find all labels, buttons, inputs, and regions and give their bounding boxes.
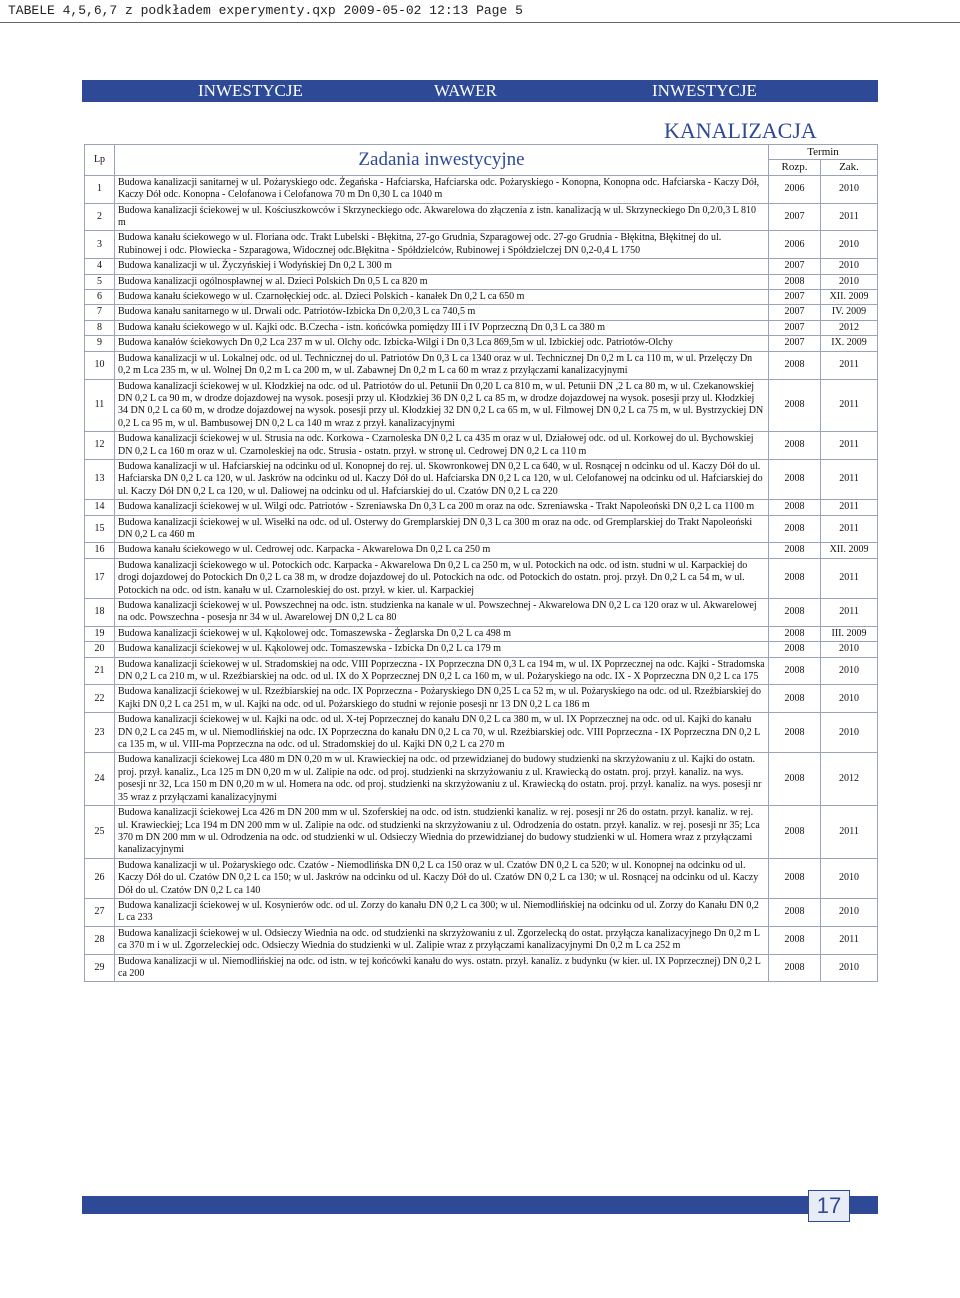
row-start-year: 2008 [769, 274, 821, 289]
table-row [85, 543, 878, 558]
row-lp: 20 [85, 642, 115, 657]
row-end-year: 2010 [821, 657, 878, 685]
row-start-year: 2008 [769, 753, 821, 806]
row-end-year: 2010 [821, 954, 878, 982]
row-end-year: 2011 [821, 432, 878, 460]
table-row [85, 459, 878, 499]
row-end-year: 2011 [821, 599, 878, 627]
row-description: Budowa kanału ściekowego w ul. Kajki odc. B.Czecha - istn. końcówka pomiędzy III i IV Poprzeczną Dn 0,3 L ca 380 m [115, 320, 769, 335]
row-end-year: 2010 [821, 642, 878, 657]
row-description: Budowa kanałów ściekowych Dn 0,2 Lca 237 m w ul. Olchy odc. Izbicka-Wilgi i Dn 0,3 Lca 869,5m w ul. Izbickiej odc. Patriotów-Olchy [115, 336, 769, 351]
row-start-year: 2007 [769, 259, 821, 274]
row-description: Budowa kanalizacji ściekowej Lca 480 m DN 0,20 m w ul. Krawieckiej na odc. od przewidzianej do budowy studzienki na skrzyżowaniu z ul. Kajki do ostatn. proj. przył. kanaliz., Lca 125 m DN 0,20 m w ul. Zalipie na odc. od proj. studzienki na skrzyżowaniu z ul. Krawiecką do ostatn. proj. przył. kanaliz. na wys. posesji nr 32, Lca 150 m DN 0,20 m w ul. Homera na odc. od proj. studzienki na skrzyżowaniu z ul. Krawiecką do ostatn. proj. przył. kanaliz. na wys. posesji nr 35 wraz z przyłączami kanalizacyjnymi [115, 753, 769, 806]
row-description: Budowa kanalizacji sanitarnej w ul. Pożaryskiego odc. Żegańska - Hafciarska, Hafciarska odc. Pożaryskiego - Konopna, Konopna odc. Hafciarska - Kaczy Dół, Kaczy Dół odc. Konopna - Celofanowa i Celofanowa 70 m Dn 0,30 L ca 1040 m [115, 175, 769, 203]
row-end-year: 2011 [821, 203, 878, 231]
row-description: Budowa kanału ściekowego w ul. Floriana odc. Trakt Lubelski - Błękitna, 27-go Grudnia, Szparagowej odc. 27-go Grudnia - Błękitna, Błękitnej do ul. Rubinowej i odc. Płowiecka - Szparagowa, Widocznej odc.Błękitna - Spółdzielców, Rubinowej i Spółdzielczej DN 0,2-0,4 L 1750 [115, 231, 769, 259]
row-description: Budowa kanalizacji ogólnospławnej w al. Dzieci Polskich Dn 0,5 L ca 820 m [115, 274, 769, 289]
table-row [85, 558, 878, 598]
row-start-year: 2008 [769, 558, 821, 598]
row-start-year: 2008 [769, 626, 821, 641]
row-end-year: 2011 [821, 459, 878, 499]
rozp-header: Rozp. [769, 160, 821, 175]
lp-header: Lp [85, 145, 115, 176]
row-end-year: 2010 [821, 713, 878, 753]
row-description: Budowa kanalizacji ściekowej w ul. Stradomskiej na odc. VIII Poprzeczna - IX Poprzeczna DN 0,3 L ca 194 m, w ul. IX Poprzecznej na odc. Kajki - Stradomska DN 0,2 L ca 210 m, w ul. Rzeźbiarskiej na odc. od ul. IX do X Poprzecznej DN 0,2 L ca 160 m, w ul. Pożaryskiego na odc. IX - X Poprzeczna DN 0,2 L ca 175 [115, 657, 769, 685]
row-description: Budowa kanalizacji ściekowej w ul. Kąkolowej odc. Tomaszewska - Żeglarska Dn 0,2 L ca 498 m [115, 626, 769, 641]
file-header [0, 0, 960, 22]
row-description: Budowa kanalizacji ściekowego w ul. Potockich odc. Karpacka - Akwarelowa Dn 0,2 L ca 250 m, w ul. Potockich na odc. od istn. studni w ul. Karpackiej do drogi dojazdowej do Potockich Dn 0,2 L ca 38 m, w drodze dojazdowej do ul. Potockich na odc. od Potockich do ostatn. proj. przył. Dn 0,2 L ca 54 m, w ul. Potockich na odc. od istn. kanału w ul. Czarnoleskiej do ost. przył. w kier. ul. Karpackiej [115, 558, 769, 598]
row-start-year: 2008 [769, 926, 821, 954]
row-description: Budowa kanalizacji ściekowej w ul. Rzeźbiarskiej na odc. IX Poprzeczna - Pożaryskiego DN 0,25 L ca 52 m, w ul. Pożaryskiego na odc. od ul. Rzeźbiarskiej do Kajki DN 0,2 L ca 251 m, w ul. Kajki na odc. od ul. Pożarskiego do studni w rejonie posesji nr 13 DN 0,2 L ca 186 m [115, 685, 769, 713]
zak-header: Zak. [821, 160, 878, 175]
row-end-year: IX. 2009 [821, 336, 878, 351]
row-lp: 14 [85, 500, 115, 515]
table-row [85, 379, 878, 432]
table-row [85, 500, 878, 515]
row-start-year: 2008 [769, 351, 821, 379]
row-lp: 4 [85, 259, 115, 274]
row-start-year: 2006 [769, 175, 821, 203]
table-row [85, 858, 878, 898]
row-lp: 28 [85, 926, 115, 954]
row-lp: 9 [85, 336, 115, 351]
row-description: Budowa kanalizacji w ul. Życzyńskiej i Wodyńskiej Dn 0,2 L 300 m [115, 259, 769, 274]
tasks-header: Zadania inwestycyjne [115, 145, 769, 176]
table-row [85, 259, 878, 274]
row-start-year: 2007 [769, 290, 821, 305]
row-lp: 11 [85, 379, 115, 432]
row-end-year: 2010 [821, 858, 878, 898]
row-description: Budowa kanalizacji ściekowej w ul. Kosynierów odc. od ul. Zorzy do kanału DN 0,2 L ca 300; w ul. Niemodlińskiej na odcinku od ul. Zorzy do Kanału DN 0,2 L ca 233 [115, 898, 769, 926]
row-lp: 12 [85, 432, 115, 460]
row-lp: 5 [85, 274, 115, 289]
row-start-year: 2007 [769, 305, 821, 320]
row-description: Budowa kanalizacji w ul. Lokalnej odc. od ul. Technicznej do ul. Patriotów Dn 0,3 L ca 1340 oraz w ul. Technicznej Dn 0,2 m L ca 110 m, w ul. Przelęczy Dn 0,2 m Lca 235 m, w ul. Wolnej Dn 0,2 m L ca 200 m, w ul. Zabawnej Dn 0,2 m L ca 60 m wraz z przyłączami kanalizacyjnymi [115, 351, 769, 379]
table-row [85, 685, 878, 713]
row-end-year: 2010 [821, 175, 878, 203]
row-description: Budowa kanalizacji ściekowej w ul. Wisełki na odc. od ul. Osterwy do Gremplarskiej DN 0,3 L ca 300 m oraz na odc. od Gremplarskiej do Trakt Napoleoński DN 0,2 L ca 460 m [115, 515, 769, 543]
table-row [85, 515, 878, 543]
row-lp: 13 [85, 459, 115, 499]
row-lp: 23 [85, 713, 115, 753]
row-end-year: XII. 2009 [821, 290, 878, 305]
table-row [85, 926, 878, 954]
table-row [85, 231, 878, 259]
row-end-year: 2011 [821, 515, 878, 543]
row-start-year: 2008 [769, 954, 821, 982]
row-lp: 16 [85, 543, 115, 558]
investment-table [84, 144, 878, 982]
row-description: Budowa kanalizacji ściekowej w ul. Strusia na odc. Korkowa - Czarnoleska DN 0,2 L ca 435 m oraz w ul. Działowej odc. od ul. Korkowej do ul. Bychowskiej DN 0,2 L ca 160 m oraz w ul. Czarnoleskiej na odc. Strusia - ostatn. przył. w stronę ul. Cedrowej DN 0,2 L ca 110 m [115, 432, 769, 460]
row-end-year: 2011 [821, 558, 878, 598]
row-description: Budowa kanalizacji w ul. Niemodlińskiej na odc. od istn. w tej końcówki kanału do wys. ostatn. przył. kanaliz. z budynku (w kier. ul. IX Poprzecznej) DN 0,2 L ca 200 [115, 954, 769, 982]
row-start-year: 2008 [769, 713, 821, 753]
row-start-year: 2008 [769, 685, 821, 713]
table-row [85, 954, 878, 982]
row-lp: 2 [85, 203, 115, 231]
row-start-year: 2007 [769, 336, 821, 351]
row-lp: 18 [85, 599, 115, 627]
row-lp: 8 [85, 320, 115, 335]
row-end-year: 2010 [821, 274, 878, 289]
table-body [85, 175, 878, 982]
row-start-year: 2008 [769, 432, 821, 460]
row-description: Budowa kanału ściekowego w ul. Cedrowej odc. Karpacka - Akwarelowa Dn 0,2 L ca 250 m [115, 543, 769, 558]
row-description: Budowa kanalizacji ściekowej w ul. Odsieczy Wiednia na odc. od studzienki na skrzyżowaniu z ul. Zgorzelecką do ostat. przyłącza kanalizacyjnego Dn 0,2 m L ca 370 m i w ul. Zgorzeleckiej odc. Odsieczy Wiednia do studzienki w ul. Zalipie wraz z przyłączami kanalizacyjnymi Dn 0,2 m L ca 252 m [115, 926, 769, 954]
row-lp: 10 [85, 351, 115, 379]
row-lp: 7 [85, 305, 115, 320]
row-description: Budowa kanału sanitarnego w ul. Drwali odc. Patriotów-Izbicka Dn 0,2/0,3 L ca 740,5 m [115, 305, 769, 320]
page-number: 17 [808, 1190, 850, 1222]
table-row [85, 432, 878, 460]
row-start-year: 2008 [769, 642, 821, 657]
row-end-year: 2011 [821, 806, 878, 859]
table-row [85, 320, 878, 335]
row-description: Budowa kanału ściekowego w ul. Czarnołęckiej odc. al. Dzieci Polskich - kanałek Dn 0,2 L ca 650 m [115, 290, 769, 305]
row-description: Budowa kanalizacji ściekowej w ul. Kościuszkowców i Skrzyneckiego odc. Akwarelowa do złączenia z istn. kanalizacją w ul. Skrzyneckiego Dn 0,2/0,3 L 810 m [115, 203, 769, 231]
termin-header: Termin [769, 145, 878, 160]
row-description: Budowa kanalizacji w ul. Hafciarskiej na odcinku od ul. Konopnej do rej. ul. Skowronkowej DN 0,2 L ca 640, w ul. Rosnącej n odcinku od ul. Kaczy Dół do ul. Hafciarska DN 0,2 L ca 120, w ul. Jaskrów na odcinku od ul. Kaczy Dół do ul. Hafciarska DN 0,2 L ca 120, w ul. Celofanowej na odcinku od ul. Hafciarskiej do ul. Kaczy Dół DN 0,2 L ca 120, w ul. Daliowej na odcinku od ul. Hafciarskiej do ul. Czatów DN 0,2 L ca 220 [115, 459, 769, 499]
banner-bar [82, 80, 878, 102]
row-end-year: XII. 2009 [821, 543, 878, 558]
table-row [85, 599, 878, 627]
row-start-year: 2008 [769, 858, 821, 898]
row-description: Budowa kanalizacji w ul. Pożaryskiego odc. Czatów - Niemodlińska DN 0,2 L ca 150 oraz w ul. Czatów DN 0,2 L ca 520; w ul. Konopnej na odcinku od ul. Kaczy Dół do ul. Czatów DN 0,2 L ca 150; w ul. Jaskrów na odcinku od ul. Kaczy Dół do ul. Czatów DN 0,2 L ca 130; w ul. Rosnącej na odcinku od ul. Kaczy Dół do ul. Czatów DN 0,2 L ca 140 [115, 858, 769, 898]
row-description: Budowa kanalizacji ściekowej Lca 426 m DN 200 mm w ul. Szoferskiej na odc. od istn. studzienki kanaliz. w rej. posesji nr 26 do ostatn. przył. kanaliz. w rej. ul. Krawieckiej; Lca 194 m DN 200 mm w ul. Zalipie na odc. od studzienki na skrzyżowaniu z ul. Odrodzenia do ostatn. przył. kanaliz. w rej. posesji nr 35; Lca 370 m DN 200 mm w ul. Odrodzenia na odc. od studzienki w ul. Odsieczy Wiednia do przewidzianej do budowy studzienki w ul. Homera wraz z przyłączami kanalizacyjnymi [115, 806, 769, 859]
row-description: Budowa kanalizacji ściekowej w ul. Kąkolowej odc. Tomaszewska - Izbicka Dn 0,2 L ca 179 m [115, 642, 769, 657]
row-lp: 15 [85, 515, 115, 543]
table-row [85, 753, 878, 806]
row-lp: 24 [85, 753, 115, 806]
row-start-year: 2007 [769, 320, 821, 335]
row-start-year: 2008 [769, 459, 821, 499]
table-row [85, 806, 878, 859]
row-end-year: 2010 [821, 231, 878, 259]
row-lp: 6 [85, 290, 115, 305]
row-start-year: 2008 [769, 379, 821, 432]
table-header-row [85, 145, 878, 160]
row-end-year: 2012 [821, 320, 878, 335]
table-row [85, 626, 878, 641]
table-row [85, 290, 878, 305]
row-description: Budowa kanalizacji ściekowej w ul. Kajki na odc. od ul. X-tej Poprzecznej do kanału DN 0,2 L ca 380 m, w ul. IX Poprzecznej na odc. od ul. Kajki do kanału DN 0,2 L ca 245 m, w ul. Niemodlińskiej na odc. IX Poprzeczna do kanału DN 0,2 L ca 70, w ul. Rzeźbiarskiej odc. VIII Poprzeczna - IX Poprzeczna DN 0,2 L ca 135 m, w ul. VIII-ma Poprzeczna na odc. od ul. Stradomskiej do ul. Kajki DN 0,2 L ca 270 m [115, 713, 769, 753]
row-start-year: 2008 [769, 543, 821, 558]
table-row [85, 657, 878, 685]
footer-bar [82, 1196, 878, 1214]
row-end-year: 2010 [821, 259, 878, 274]
row-start-year: 2007 [769, 203, 821, 231]
row-end-year: 2012 [821, 753, 878, 806]
row-description: Budowa kanalizacji ściekowej w ul. Kłodzkiej na odc. od ul. Patriotów do ul. Petunii Dn 0,20 L ca 810 m, w ul. Petunii DN ,2 L ca 80 m, w ul. Czekanowskiej DN 0,2 L ca 90 m, w drodze dojazdowej na wysok. posesji przy ul. Kłodzkiej 36 DN 0,2 L ca 85 m, w drodze dojazdowej na wysok. posesji przy ul. Kłodzkiej 34 DN 0,2 L ca 60 m, w drodze dojazdowej na wysok. posesji przy ul. Kłodzkiej 32 DN 0,2 L ca 65 m, w ul. Filmowej DN 0,2 L ca 75 m, w ul. Bystrzyckiej DN 0,2 L ca 95 m, w ul. Bambusowej DN 0,2 L ca 140 m wraz z przył. kanalizacyjnymi [115, 379, 769, 432]
row-start-year: 2008 [769, 657, 821, 685]
table-row [85, 642, 878, 657]
table-row [85, 175, 878, 203]
row-end-year: IV. 2009 [821, 305, 878, 320]
row-end-year: 2011 [821, 500, 878, 515]
table-row [85, 898, 878, 926]
table-row [85, 336, 878, 351]
row-lp: 19 [85, 626, 115, 641]
row-end-year: 2011 [821, 351, 878, 379]
row-start-year: 2008 [769, 806, 821, 859]
row-lp: 29 [85, 954, 115, 982]
row-lp: 25 [85, 806, 115, 859]
row-start-year: 2008 [769, 599, 821, 627]
row-description: Budowa kanalizacji ściekowej w ul. Wilgi odc. Patriotów - Szreniawska Dn 0,3 L ca 200 m oraz na odc. Szreniawska - Trakt Napoleoński DN 0,2 L ca 1100 m [115, 500, 769, 515]
row-description: Budowa kanalizacji ściekowej w ul. Powszechnej na odc. istn. studzienka na kanale w ul. Powszechnej - Akwarelowa DN 0,2 L ca 120 oraz w ul. Akwarelowej na odc. Powszechna - posesja nr 34 w ul. Awarelowej DN 0,2 L ca 80 [115, 599, 769, 627]
row-end-year: III. 2009 [821, 626, 878, 641]
row-lp: 26 [85, 858, 115, 898]
row-lp: 22 [85, 685, 115, 713]
row-end-year: 2010 [821, 898, 878, 926]
row-start-year: 2008 [769, 898, 821, 926]
row-lp: 21 [85, 657, 115, 685]
banner-right: INWESTYCJE [652, 81, 757, 100]
row-end-year: 2010 [821, 685, 878, 713]
table-row [85, 351, 878, 379]
row-lp: 17 [85, 558, 115, 598]
section-title: KANALIZACJA [664, 118, 817, 143]
table-row [85, 203, 878, 231]
row-start-year: 2008 [769, 515, 821, 543]
file-header-rule [0, 22, 960, 23]
row-lp: 27 [85, 898, 115, 926]
row-lp: 3 [85, 231, 115, 259]
row-lp: 1 [85, 175, 115, 203]
row-start-year: 2008 [769, 500, 821, 515]
table-row [85, 305, 878, 320]
banner-center: WAWER [434, 81, 497, 100]
row-end-year: 2011 [821, 926, 878, 954]
table-row [85, 713, 878, 753]
table-row [85, 274, 878, 289]
banner-left: INWESTYCJE [198, 81, 303, 100]
row-end-year: 2011 [821, 379, 878, 432]
row-start-year: 2006 [769, 231, 821, 259]
file-header-text: TABELE 4,5,6,7 z podkładem experymenty.qxp 2009-05-02 12:13 Page 5 [8, 3, 523, 18]
